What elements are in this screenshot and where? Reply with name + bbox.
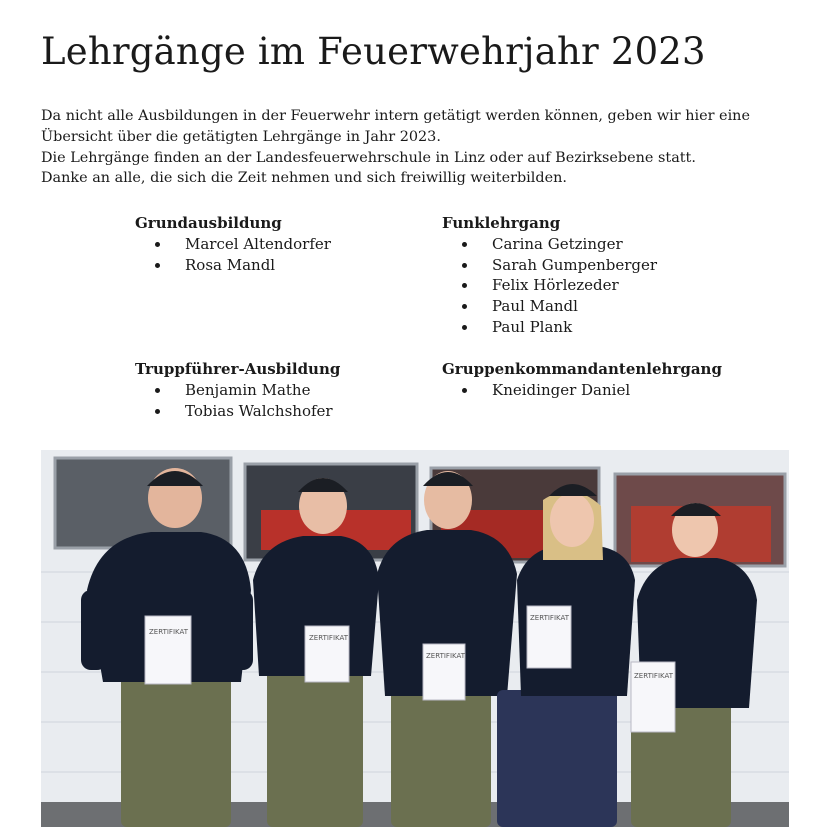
participant-item: Benjamin Mathe (135, 380, 340, 401)
certificate-label: ZERTIFIKAT (634, 672, 673, 680)
course-title: Funklehrgang (442, 214, 561, 232)
participant-list (442, 234, 657, 338)
course-truppfuehrer (135, 359, 340, 421)
course-gruppenkommandant (442, 359, 722, 401)
group-photo-illustration (41, 450, 789, 827)
participant-item: Carina Getzinger (442, 234, 657, 255)
intro-line: Danke an alle, die sich die Zeit nehmen und sich freiwillig weiterbilden. (41, 170, 567, 187)
certificate-label: ZERTIFIKAT (149, 628, 188, 636)
course-funklehrgang (442, 213, 657, 338)
participant-list (135, 234, 331, 276)
participant-item: Paul Mandl (442, 296, 657, 317)
intro-paragraph (41, 106, 801, 189)
course-grundausbildung (135, 213, 331, 275)
participant-item: Kneidinger Daniel (442, 380, 722, 401)
course-title: Grundausbildung (135, 214, 282, 232)
participant-item: Tobias Walchshofer (135, 401, 340, 422)
participant-item: Felix Hörlezeder (442, 275, 657, 296)
course-title: Truppführer-Ausbildung (135, 360, 341, 378)
participant-item: Sarah Gumpenberger (442, 255, 657, 276)
group-photo (41, 450, 789, 827)
participant-list (442, 380, 722, 401)
certificate-label: ZERTIFIKAT (426, 652, 465, 660)
participant-item: Marcel Altendorfer (135, 234, 331, 255)
participant-item: Paul Plank (442, 317, 657, 338)
intro-line: Da nicht alle Ausbildungen in der Feuerwehr intern getätigt werden können, geben wir hier eine (41, 108, 750, 124)
intro-line: Die Lehrgänge finden an der Landesfeuerwehrschule in Linz oder auf Bezirksebene statt. (41, 149, 696, 166)
certificate-label: ZERTIFIKAT (309, 634, 348, 642)
course-title: Gruppenkommandantenlehrgang (442, 360, 722, 378)
intro-line: Übersicht über die getätigten Lehrgänge in Jahr 2023. (41, 128, 441, 145)
certificate-label: ZERTIFIKAT (530, 614, 569, 622)
certificate (145, 616, 191, 684)
participant-item: Rosa Mandl (135, 255, 331, 276)
page-title: Lehrgänge im Feuerwehrjahr 2023 (41, 30, 706, 73)
participant-list (135, 380, 340, 422)
